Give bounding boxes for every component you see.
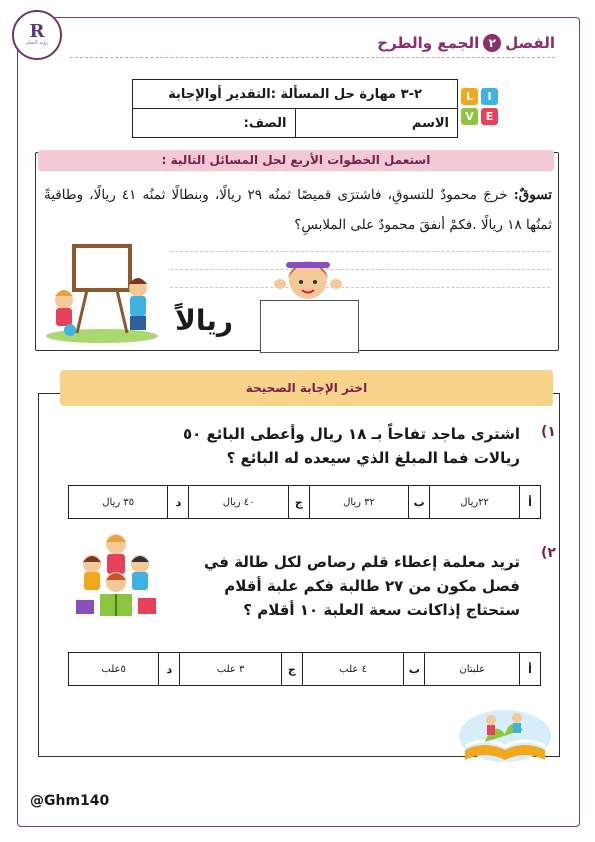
header-divider — [70, 57, 555, 58]
option-choice[interactable]: ٣ علب — [180, 653, 282, 686]
option-choice[interactable]: ٣٢ ريال — [309, 486, 408, 519]
option-letter: ج — [288, 486, 309, 519]
question-number: (١ — [541, 424, 556, 440]
question-number: (٢ — [541, 545, 556, 561]
problem-label: تسوقٌ: — [513, 187, 552, 203]
option-choice[interactable]: ٢٢ريال — [430, 486, 520, 519]
chapter-label: الفصل — [505, 34, 555, 52]
girl-illustration — [272, 254, 344, 304]
option-letter: د — [168, 486, 189, 519]
word-problem — [44, 180, 552, 240]
name-field[interactable] — [295, 109, 458, 138]
option-choice[interactable]: ٥علب — [69, 653, 159, 686]
live-letter-l: L — [461, 88, 478, 105]
question-text: اشترى ماجد تفاحاً بـ ١٨ ريال وأعطى البائع ٥٠ ريالات فما المبلغ الذي سيعده له البائع ؟ — [183, 425, 520, 467]
option-letter: د — [159, 653, 180, 686]
answer-input-box[interactable] — [260, 300, 359, 353]
name-label: الاسم — [411, 115, 449, 131]
chapter-number-badge: ٢ — [483, 34, 501, 52]
option-choice[interactable]: ٤ علب — [302, 653, 404, 686]
option-choice[interactable]: ٤٠ ريال — [189, 486, 288, 519]
problem-text: خرجَ محمودٌ للتسوقِ، فاشترَى قميصًا ثمنُه ٢٩ ريالًا، وبنطالًا ثمنُه ٤١ ريالًا، وطاقيةً ثمنُها ١٨ ريالًا .فكمْ أنفقَ محمودٌ على الملابسِ؟ — [44, 187, 552, 233]
class-label: الصف: — [243, 115, 287, 131]
live-letter-i: I — [481, 88, 498, 105]
logo-subtitle: ﺭﺅﻳﺔ ﺍﻟﺘﻌﻠﻢ — [25, 40, 49, 46]
option-choice[interactable]: ٣٥ ريال — [69, 486, 168, 519]
option-letter: أ — [520, 653, 541, 686]
question-text: تريد معلمة إعطاء قلم رصاص لكل طالة في فصل مكون من ٢٧ طالبة فكم علبة أقلام ستحتاج إذاكانت سعة العلبة ١٠ أقلام ؟ — [203, 553, 520, 619]
option-choice[interactable]: علبتان — [425, 653, 520, 686]
option-letter: ب — [404, 653, 425, 686]
kids-reading-illustration — [72, 530, 160, 622]
answer-line — [170, 287, 550, 288]
kids-easel-illustration — [42, 238, 162, 343]
option-letter: أ — [520, 486, 541, 519]
answer-line — [170, 251, 550, 252]
options-table — [68, 485, 541, 519]
chapter-heading — [377, 34, 555, 52]
options-table — [68, 652, 541, 686]
live-letter-e: E — [481, 108, 498, 125]
logo-letter: R — [29, 21, 45, 42]
open-book-illustration — [455, 700, 555, 766]
option-letter: ج — [281, 653, 302, 686]
lesson-title: ٢-٣ مهارة حل المسألة :التقدير أوالإجابة — [133, 80, 458, 109]
answer-line — [170, 269, 550, 270]
footer-handle: @Ghm140 — [30, 793, 110, 809]
option-letter: ب — [409, 486, 430, 519]
brand-logo — [12, 10, 62, 60]
lesson-header-table — [132, 79, 458, 138]
live-letter-v: V — [461, 108, 478, 125]
class-field[interactable] — [133, 109, 296, 138]
answer-unit: ريالاً — [175, 304, 233, 337]
chapter-title: الجمع والطرح — [377, 34, 480, 52]
section2-title: اختر الإجابة الصحيحة — [60, 370, 553, 406]
section1-instructions: استعمل الخطوات الأربع لحل المسائل التالية : — [38, 150, 554, 171]
